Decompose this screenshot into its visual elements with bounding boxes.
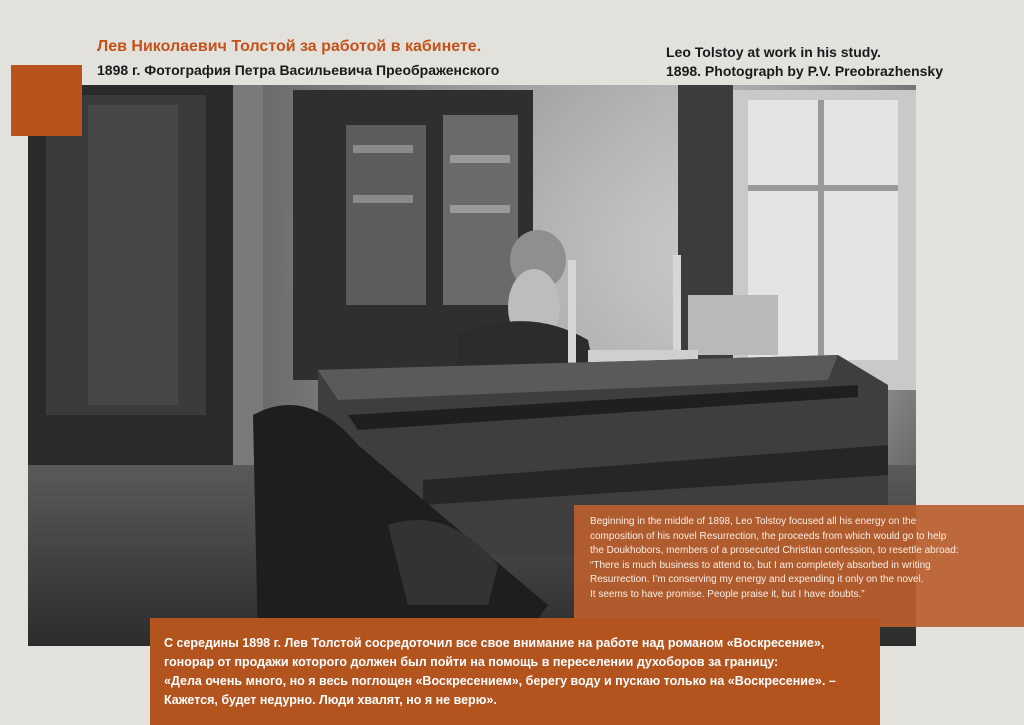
caption-ru — [150, 618, 880, 725]
caption-ru-line: Кажется, будет недурно. Люди хвалят, но я не верю». — [164, 693, 497, 707]
caption-ru-line: С середины 1898 г. Лев Толстой сосредоточил все свое внимание на работе над романом «Воскресение», — [164, 636, 825, 650]
subtitle-en: 1898. Photograph by P.V. Preobrazhensky — [666, 63, 943, 79]
caption-en-line: Beginning in the middle of 1898, Leo Tolstoy focused all his energy on the — [590, 516, 917, 527]
title-ru: Лев Николаевич Толстой за работой в кабинете. — [97, 38, 482, 55]
title-en: Leo Tolstoy at work in his study. — [666, 44, 881, 60]
caption-en-line: It seems to have promise. People praise it, but I have doubts.” — [590, 588, 865, 600]
caption-en-line: “There is much business to attend to, but I am completely absorbed in writing — [590, 559, 931, 571]
accent-square — [11, 65, 82, 136]
caption-en-line: composition of his novel Resurrection, the proceeds from which would go to help — [590, 530, 947, 542]
caption-ru-line: гонорар от продажи которого должен был пойти на помощь в переселении духоборов за границу: — [164, 655, 779, 669]
caption-ru-line: «Дела очень много, но я весь поглощен «Воскресением», берегу воду и пускаю только на «Воскресение». – — [164, 674, 836, 688]
caption-en — [574, 505, 1024, 627]
subtitle-ru: 1898 г. Фотография Петра Васильевича Преображенского — [97, 62, 500, 78]
caption-en-line: the Doukhobors, members of a prosecuted Christian confession, to resettle abroad: — [590, 545, 959, 556]
caption-en-line: Resurrection. I’m conserving my energy and expending it only on the novel. — [590, 574, 924, 585]
